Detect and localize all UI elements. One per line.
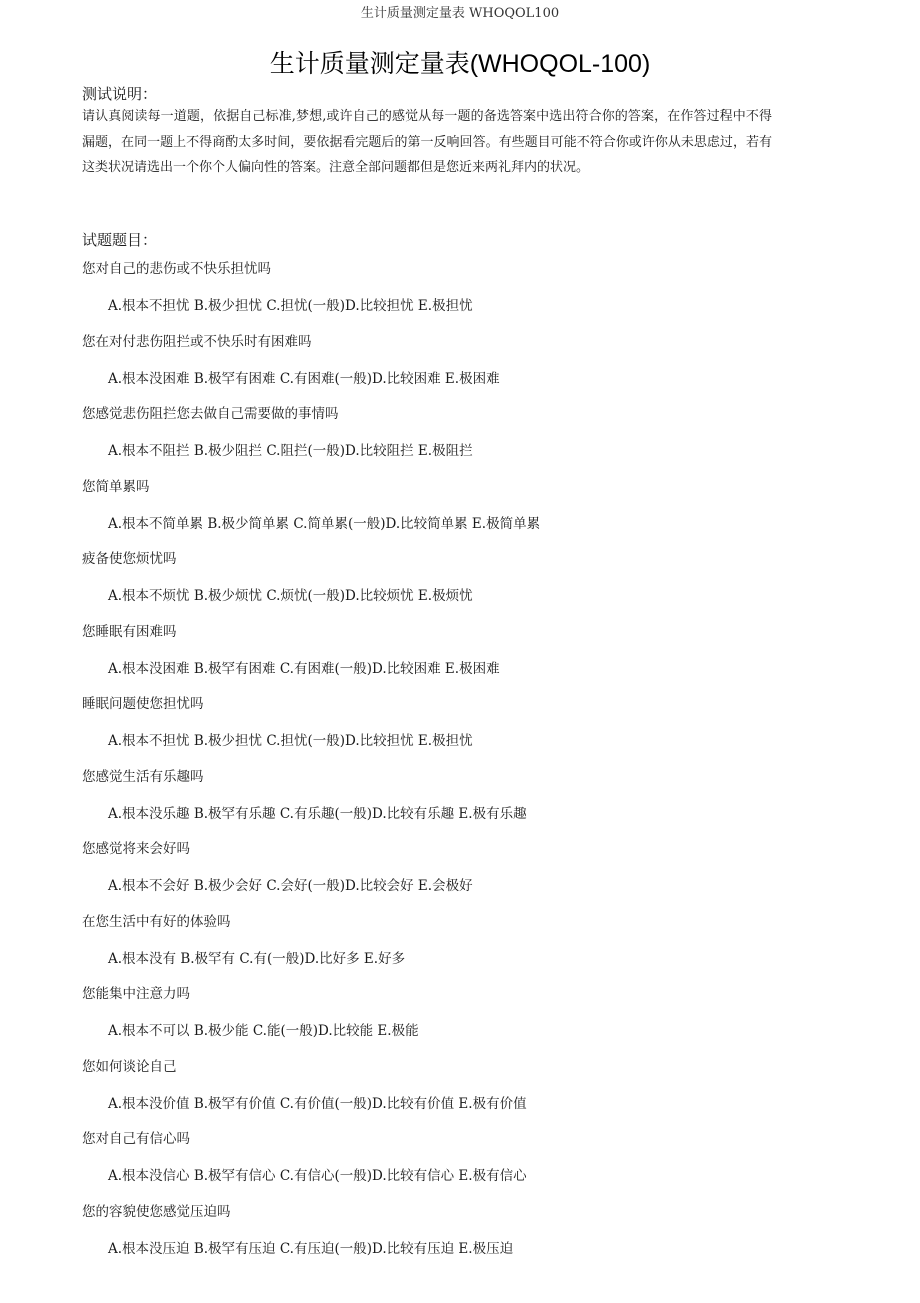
running-header: 生计质量测定量表 WHOQOL100 bbox=[360, 6, 560, 21]
questions-label: 试题题目： bbox=[82, 231, 158, 249]
question-item bbox=[82, 403, 842, 476]
answer-options: A.根本不阻拦 B.极少阻拦 C.阻拦(一般)D.比较阻拦 E.极阻拦 bbox=[108, 443, 473, 459]
question-text: 您如何谈论自己 bbox=[82, 1058, 177, 1075]
question-list bbox=[82, 258, 842, 1273]
instructions-label: 测试说明： bbox=[82, 85, 158, 103]
answer-options: A.根本没困难 B.极罕有困难 C.有困难(一般)D.比较困难 E.极困难 bbox=[108, 370, 500, 387]
answer-options: A.根本不担忧 B.极少担忧 C.担忧(一般)D.比较担忧 E.极担忧 bbox=[108, 733, 473, 749]
answer-options: A.根本不简单累 B.极少简单累 C.简单累(一般)D.比较简单累 E.极简单累 bbox=[108, 515, 541, 532]
question-item bbox=[82, 476, 842, 549]
question-item bbox=[82, 1201, 842, 1274]
answer-options: A.根本没困难 B.极罕有困难 C.有困难(一般)D.比较困难 E.极困难 bbox=[108, 660, 500, 677]
answer-options: A.根本不可以 B.极少能 C.能(一般)D.比较能 E.极能 bbox=[108, 1023, 419, 1039]
document-title-cn: 生计质量测定量表 bbox=[269, 49, 470, 78]
question-item bbox=[82, 693, 842, 766]
answer-options: A.根本不烦忧 B.极少烦忧 C.烦忧(一般)D.比较烦忧 E.极烦忧 bbox=[108, 588, 473, 604]
question-item bbox=[82, 983, 842, 1056]
question-item bbox=[82, 838, 842, 911]
question-item bbox=[82, 766, 842, 839]
question-text: 您简单累吗 bbox=[82, 478, 150, 495]
question-text: 在您生活中有好的体验吗 bbox=[82, 913, 231, 930]
answer-options: A.根本没压迫 B.极罕有压迫 C.有压迫(一般)D.比较有压迫 E.极压迫 bbox=[108, 1240, 514, 1257]
document-title-code: (WHOQOL-100) bbox=[469, 50, 651, 78]
question-item bbox=[82, 1056, 842, 1129]
answer-options: A.根本没乐趣 B.极罕有乐趣 C.有乐趣(一般)D.比较有乐趣 E.极有乐趣 bbox=[108, 805, 527, 822]
question-text: 您感觉悲伤阻拦您去做自己需要做的事情吗 bbox=[82, 406, 339, 422]
answer-options: A.根本没价值 B.极罕有价值 C.有价值(一般)D.比较有价值 E.极有价值 bbox=[108, 1095, 527, 1112]
question-item bbox=[82, 331, 842, 404]
document-title bbox=[0, 44, 920, 84]
answer-options: A.根本不担忧 B.极少担忧 C.担忧(一般)D.比较担忧 E.极担忧 bbox=[108, 298, 473, 314]
instructions-text: 请认真阅读每一道题，依据自己标准,梦想,或许自己的感觉从每一题的备选答案中选出符合你的答案，在作答过程中不得漏题，在同一题上不得商酌太多时间，要依据看完题后的第一反响回答。有些题目可能不符合你或许你从未思虑过，若有这类状况请选出一个你个人偏向性的答案。注意全部问题都但是您近来两礼拜内的状况。 bbox=[82, 109, 772, 175]
question-item bbox=[82, 911, 842, 984]
question-text: 您能集中注意力吗 bbox=[82, 986, 190, 1002]
answer-options: A.根本没有 B.极罕有 C.有(一般)D.比好多 E.好多 bbox=[108, 950, 406, 967]
question-text: 您睡眠有困难吗 bbox=[82, 623, 177, 640]
question-item bbox=[82, 258, 842, 331]
question-text: 您对自己的悲伤或不快乐担忧吗 bbox=[82, 261, 271, 277]
question-text: 您感觉生活有乐趣吗 bbox=[82, 768, 204, 785]
question-text: 您在对付悲伤阻拦或不快乐时有困难吗 bbox=[82, 333, 312, 350]
question-text: 您的容貌使您感觉压迫吗 bbox=[82, 1203, 231, 1220]
question-item bbox=[82, 548, 842, 621]
question-text: 睡眠问题使您担忧吗 bbox=[82, 696, 204, 712]
question-item bbox=[82, 1128, 842, 1201]
answer-options: A.根本不会好 B.极少会好 C.会好(一般)D.比较会好 E.会极好 bbox=[108, 878, 473, 894]
question-text: 您感觉将来会好吗 bbox=[82, 841, 190, 857]
question-text: 疲备使您烦忧吗 bbox=[82, 551, 177, 567]
question-item bbox=[82, 621, 842, 694]
answer-options: A.根本没信心 B.极罕有信心 C.有信心(一般)D.比较有信心 E.极有信心 bbox=[108, 1168, 527, 1184]
question-text: 您对自己有信心吗 bbox=[82, 1131, 190, 1147]
